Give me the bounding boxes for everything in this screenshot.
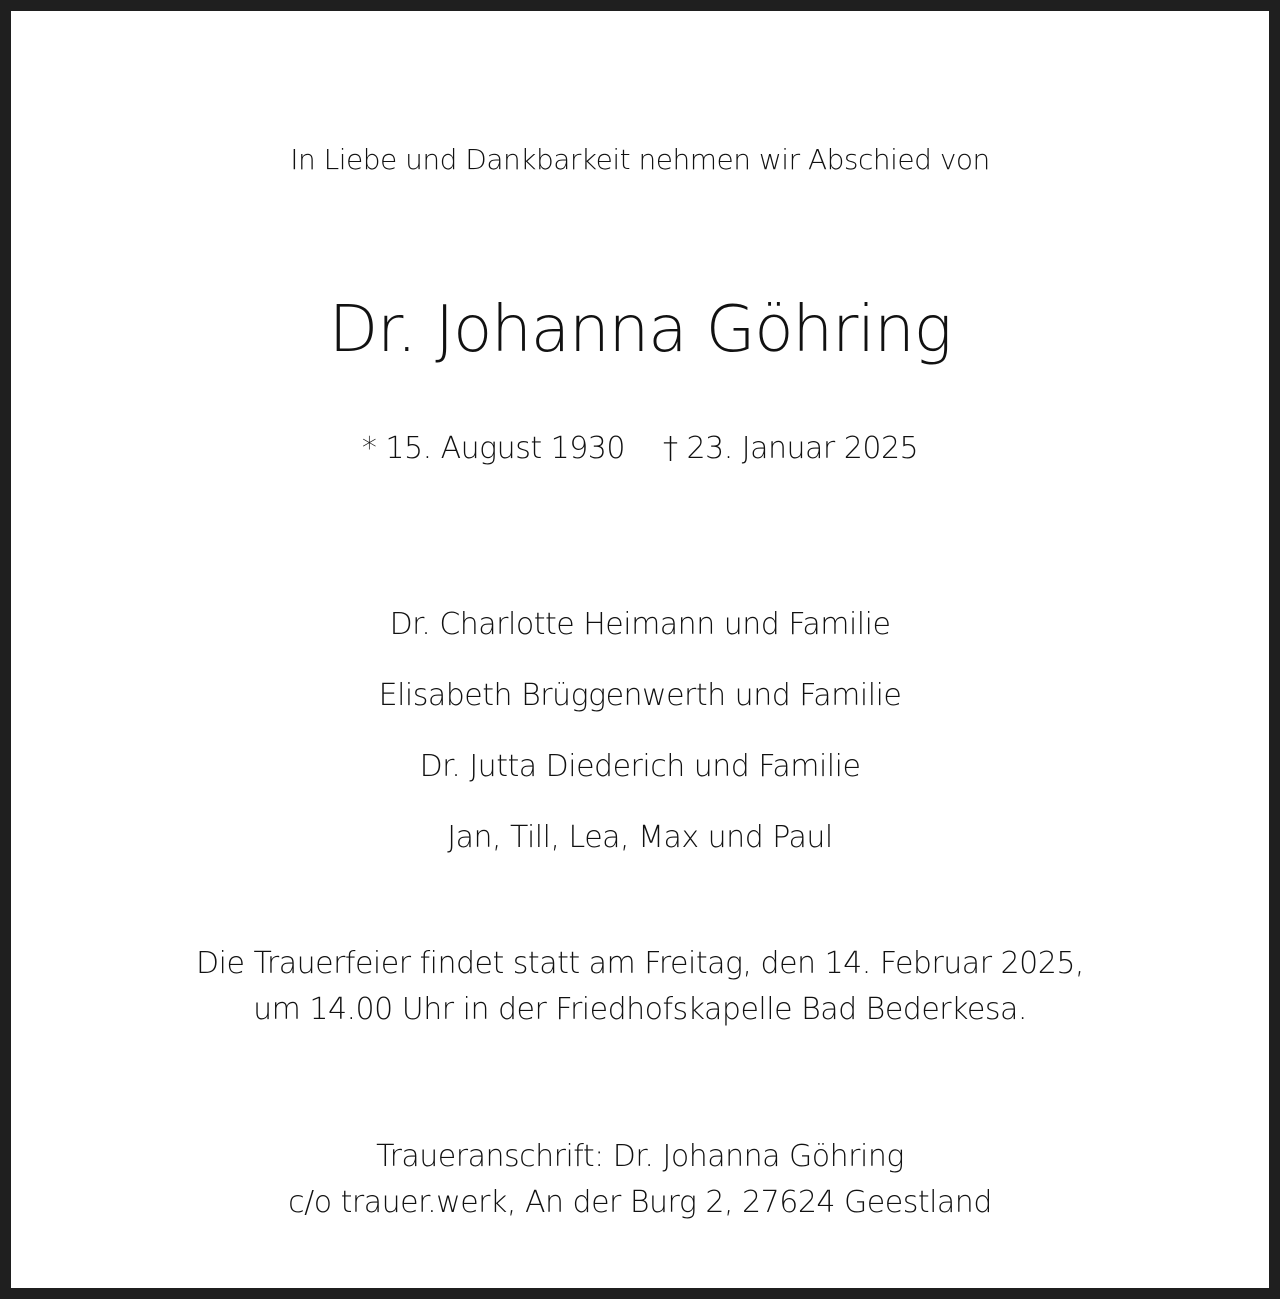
address-line: Traueranschrift: Dr. Johanna Göhring (376, 1139, 904, 1174)
mourning-address (11, 1134, 1269, 1226)
deceased-name: Dr. Johanna Göhring (328, 293, 952, 367)
death-date: † 23. Januar 2025 (662, 431, 919, 466)
ceremony-info (11, 941, 1269, 1033)
ceremony-line: Die Trauerfeier findet statt am Freitag, den 14. Februar 2025, (196, 946, 1084, 981)
mourner-line: Jan, Till, Lea, Max und Paul (447, 820, 833, 855)
mourner-line: Dr. Charlotte Heimann und Familie (389, 607, 891, 642)
life-dates (11, 431, 1269, 466)
ceremony-line: um 14.00 Uhr in der Friedhofskapelle Bad Bederkesa. (253, 992, 1027, 1027)
mourner-line: Elisabeth Brüggenwerth und Familie (378, 678, 902, 713)
intro-text: In Liebe und Dankbarkeit nehmen wir Abschied von (290, 143, 990, 176)
birth-date: * 15. August 1930 (361, 431, 625, 466)
address-line: c/o trauer.werk, An der Burg 2, 27624 Geestland (288, 1185, 992, 1220)
mourner-line: Dr. Jutta Diederich und Familie (419, 749, 861, 784)
